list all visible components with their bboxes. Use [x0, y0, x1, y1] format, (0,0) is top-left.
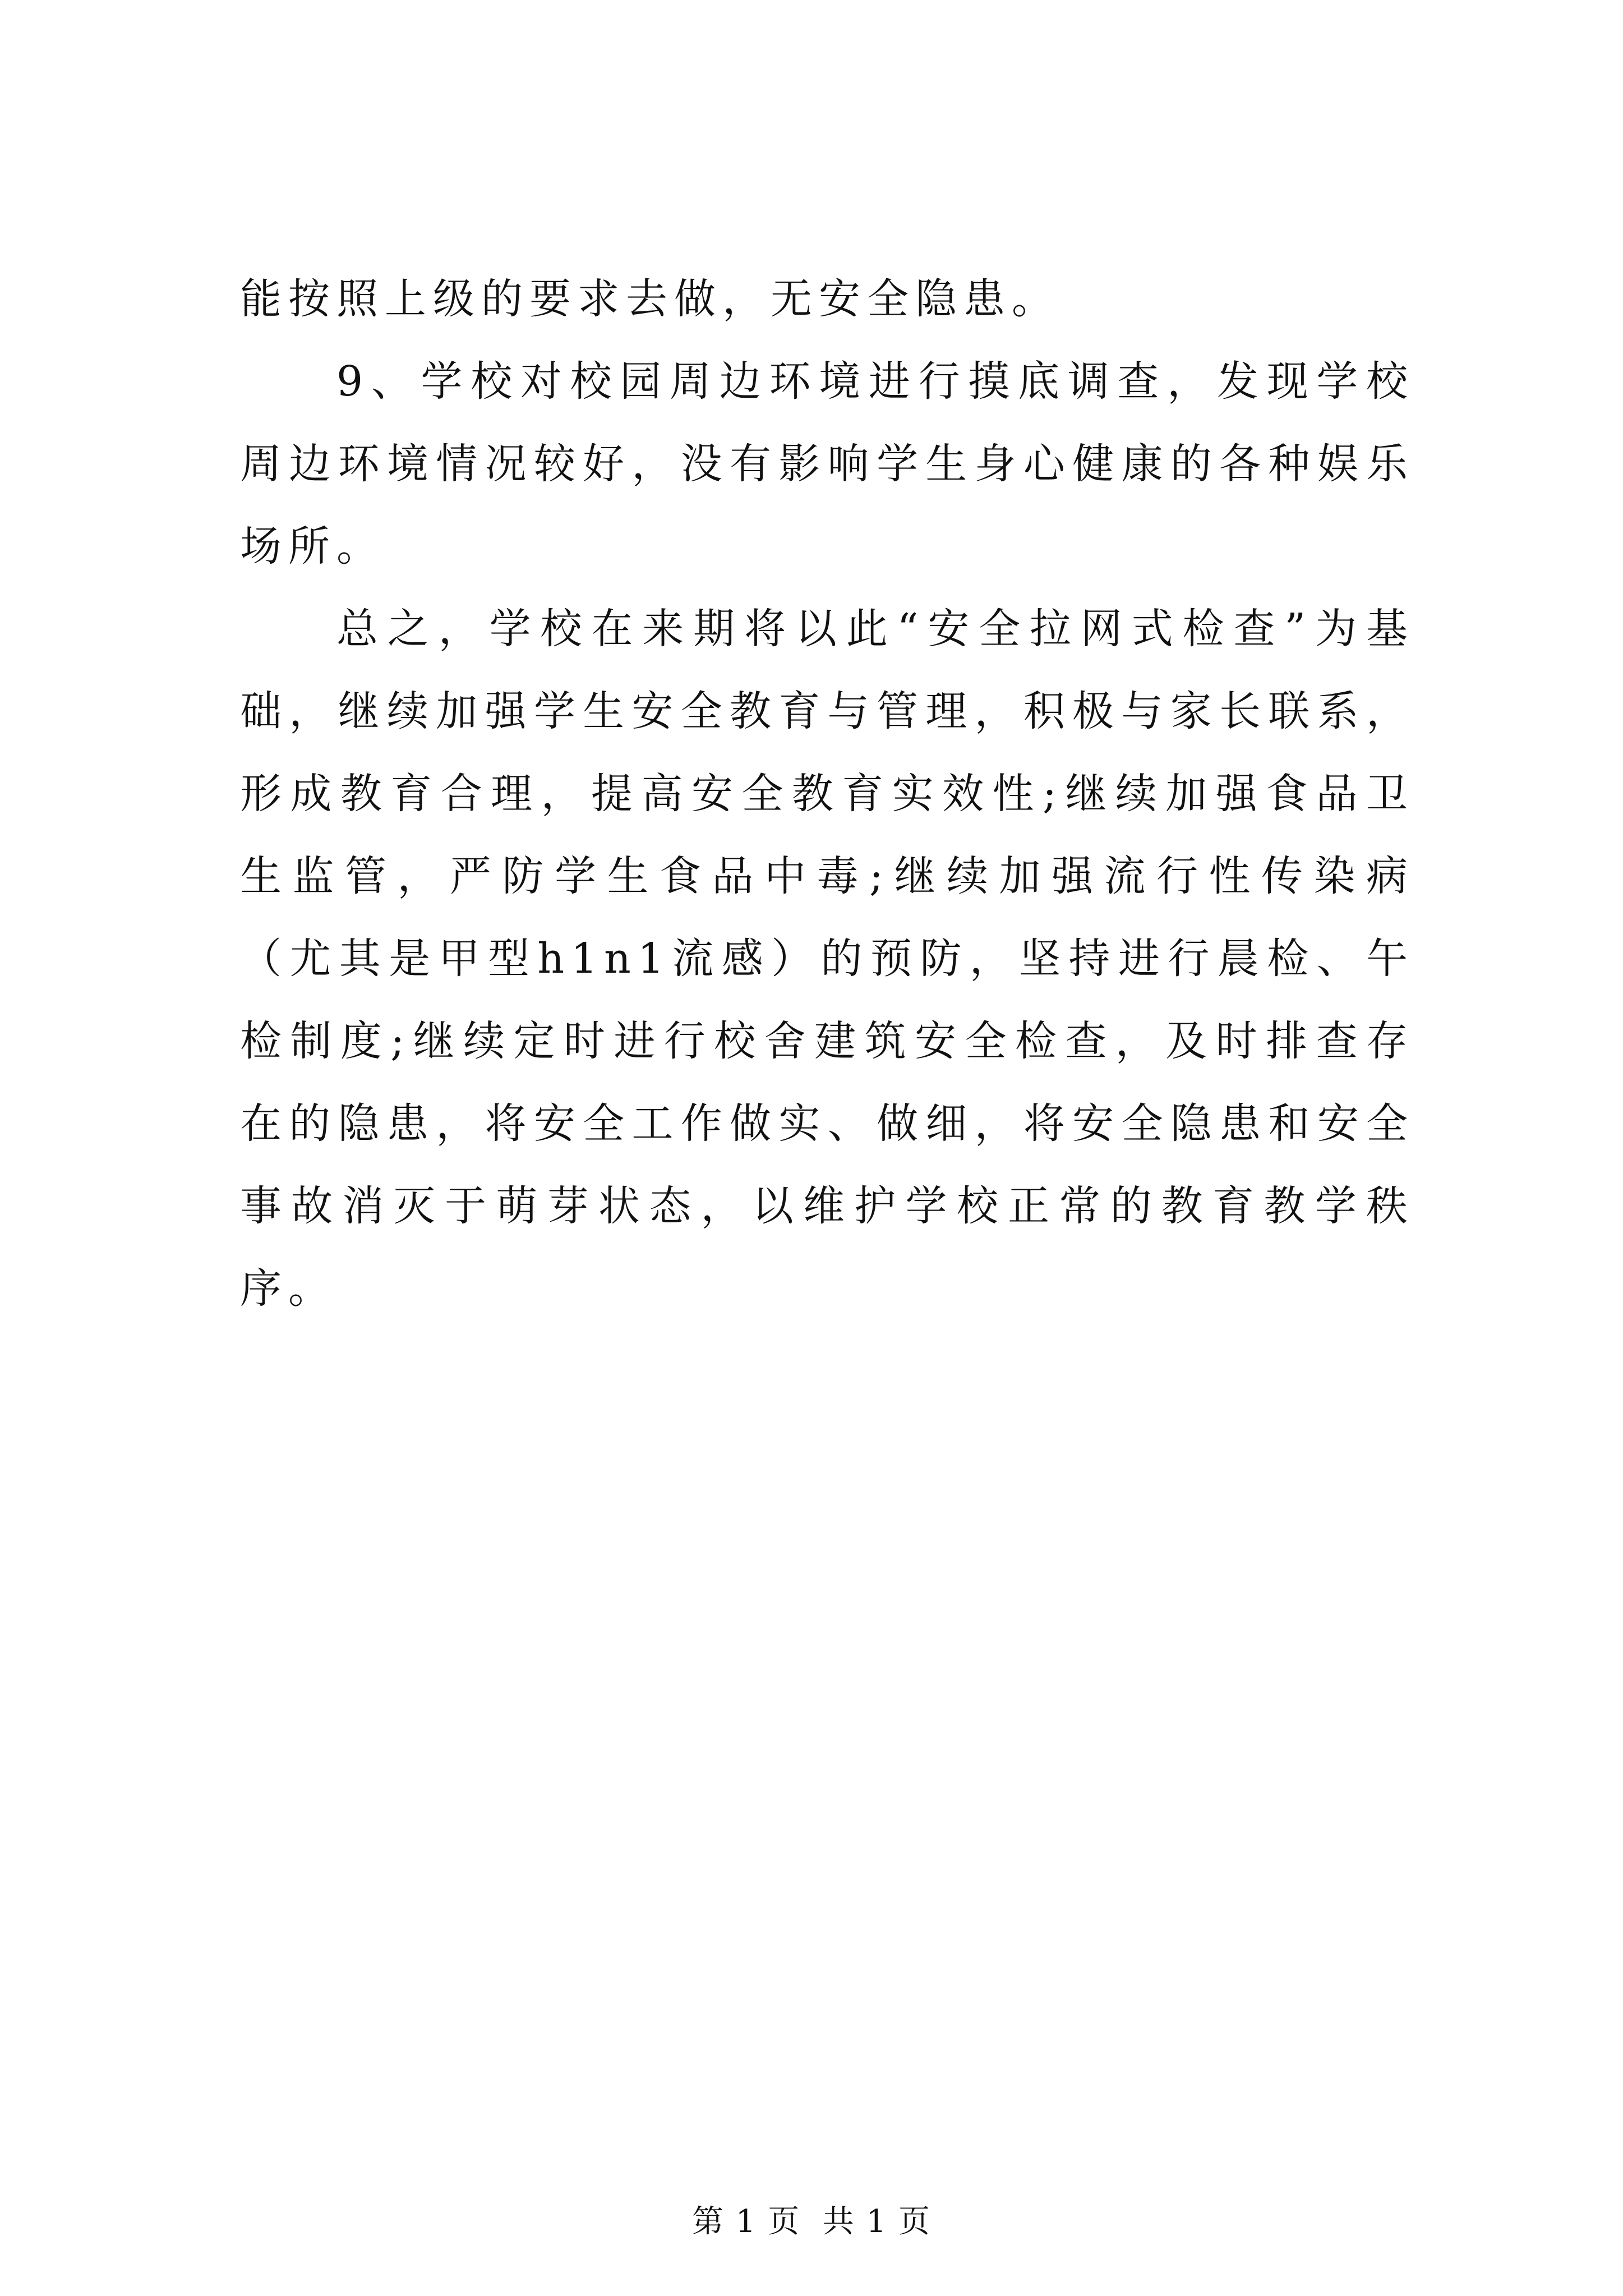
paragraph-item-9: 9、学校对校园周边环境进行摸底调查，发现学校周边环境情况较好，没有影响学生身心健康的各种娱乐场所。 [240, 357, 1414, 570]
paragraph-summary: 总之，学校在来期将以此“安全拉网式检查”为基础，继续加强学生安全教育与管理，积极与家长联系，形成教育合理，提高安全教育实效性;继续加强食品卫生监管，严防学生食品中毒;继续加强流行性传染病（尤其是甲型h1n1流感）的预防，坚持进行晨检、午检制度;继续定时进行校舍建筑安全检查，及时排查存在的隐患，将安全工作做实、做细，将安全隐患和安全事故消灭于萌芽状态，以维护学校正常的教育教学秩序。 [240, 605, 1414, 1313]
page-footer: 第 1 页 共 1 页 [691, 2203, 932, 2240]
paragraph-continuation: 能按照上级的要求去做，无安全隐患。 [240, 275, 1060, 323]
document-body [240, 258, 1414, 1330]
